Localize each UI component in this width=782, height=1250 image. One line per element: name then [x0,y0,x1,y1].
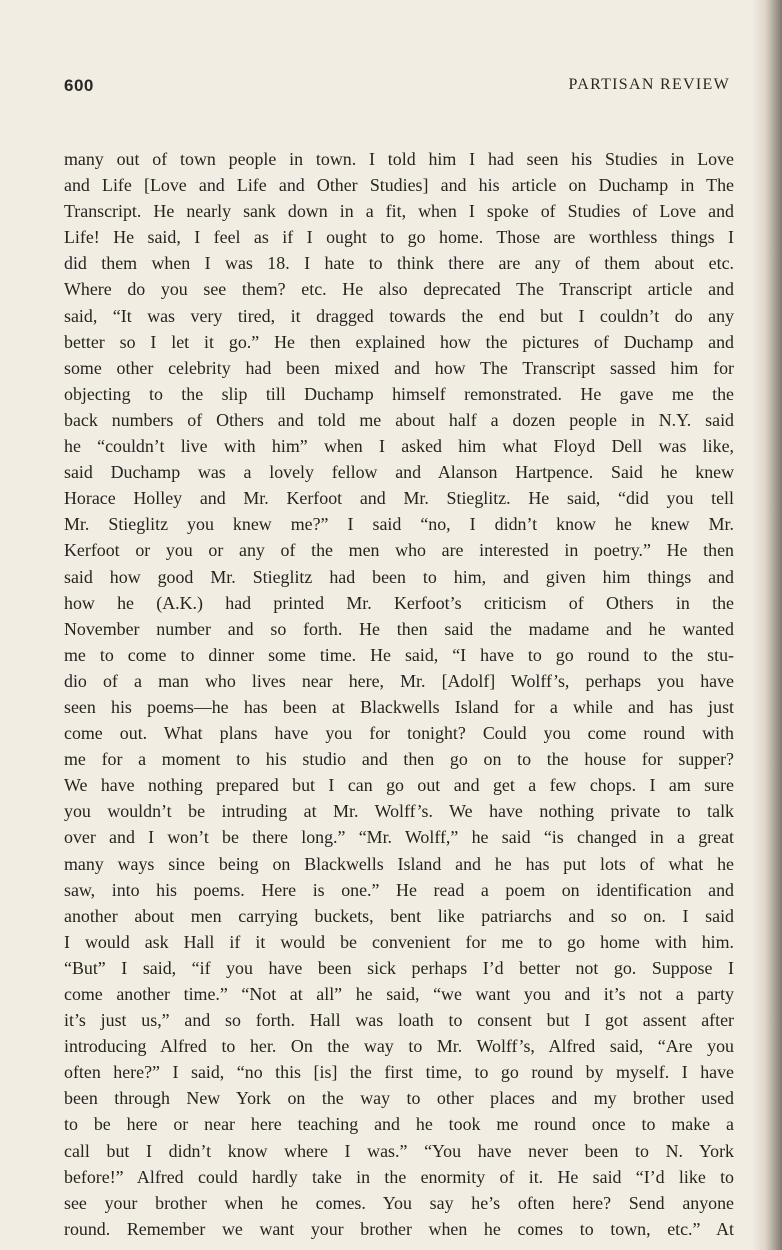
book-gutter-shadow [752,0,782,1250]
text-line: Mr. Stieglitz you knew me?” I said “no, I didn’t know he knew Mr. [64,514,734,535]
text-line: over and I won’t be there long.” “Mr. Wolff,” he said “is changed in a great [64,827,734,848]
text-line: to be here or near here teaching and he took me round once to make a [64,1114,734,1135]
text-line: and Life [Love and Life and Other Studies] and his article on Duchamp in The [64,175,734,196]
page-number: 600 [64,76,94,95]
text-line: see your brother when he comes. You say he’s often here? Send anyone [64,1192,734,1213]
running-head [64,76,734,100]
text-line: before!” Alfred could hardly take in the enormity of it. He said “I’d like to [64,1166,734,1187]
text-line: Kerfoot or you or any of the men who are interested in poetry.” He then [64,540,734,561]
text-line: objecting to the slip till Duchamp himself remonstrated. He gave me the [64,383,734,404]
text-line: introducing Alfred to her. On the way to Mr. Wolff’s, Alfred said, “Are you [64,1036,734,1057]
text-line: how he (A.K.) had printed Mr. Kerfoot’s criticism of Others in the [64,592,734,613]
text-line: We have nothing prepared but I can go out and get a few chops. I am sure [64,775,734,796]
text-line: November number and so forth. He then said the madame and he wanted [64,618,734,639]
text-line: I would ask Hall if it would be convenient for me to go home with him. [64,931,734,952]
text-line: round. Remember we want your brother when he comes to town, etc.” At [64,1218,734,1239]
text-line: “But” I said, “if you have been sick perhaps I’d better not go. Suppose I [64,957,734,978]
text-line: it’s just us,” and so forth. Hall was loath to consent but I got assent after [64,1010,734,1031]
body-text [64,146,734,1242]
text-line: Where do you see them? etc. He also deprecated The Transcript article and [64,279,734,300]
text-line: many ways since being on Blackwells Island and he has put lots of what he [64,853,734,874]
text-line: often here?” I said, “no this [is] the first time, to go round by myself. I have [64,1062,734,1083]
text-line: come another time.” “Not at all” he said, “we want you and it’s not a party [64,984,734,1004]
text-line: he “couldn’t live with him” when I asked him what Floyd Dell was like, [64,436,734,457]
text-line: Horace Holley and Mr. Kerfoot and Mr. Stieglitz. He said, “did you tell [64,488,734,509]
text-line: said how good Mr. Stieglitz had been to him, and given him things and [64,566,734,587]
journal-title: PARTISAN REVIEW [568,76,730,93]
text-line: me for a moment to his studio and then go on to the house for supper? [64,749,734,770]
text-line: saw, into his poems. Here is one.” He read a poem on identification and [64,879,734,900]
text-line: many out of town people in town. I told him I had seen his Studies in Love [64,149,734,169]
text-line: Life! He said, I feel as if I ought to go home. Those are worthless things I [64,227,734,248]
text-line: said Duchamp was a lovely fellow and Alanson Hartpence. Said he knew [64,462,734,483]
text-line: said, “It was very tired, it dragged towards the end but I couldn’t do any [64,305,734,326]
text-line: me to come to dinner some time. He said, “I have to go round to the stu- [64,644,734,665]
text-line: call but I didn’t know where I was.” “You have never been to N. York [64,1140,734,1161]
text-line: back numbers of Others and told me about half a dozen people in N.Y. said [64,409,734,430]
text-line: did them when I was 18. I hate to think there are any of them about etc. [64,253,734,274]
text-line: come out. What plans have you for tonight? Could you come round with [64,723,734,744]
text-line: been through New York on the way to other places and my brother used [64,1088,734,1109]
text-line: another about men carrying buckets, bent like patriarchs and so on. I said [64,905,734,926]
text-line: seen his poems—he has been at Blackwells Island for a while and has just [64,696,734,717]
text-line: you wouldn’t be intruding at Mr. Wolff’s. We have nothing private to talk [64,801,734,822]
text-line: Transcript. He nearly sank down in a fit, when I spoke of Studies of Love and [64,201,734,222]
text-line: dio of a man who lives near here, Mr. [Adolf] Wolff’s, perhaps you have [64,670,734,691]
text-line: better so I let it go.” He then explained how the pictures of Duchamp and [64,331,734,352]
text-line: some other celebrity had been mixed and how The Transcript sassed him for [64,357,734,378]
